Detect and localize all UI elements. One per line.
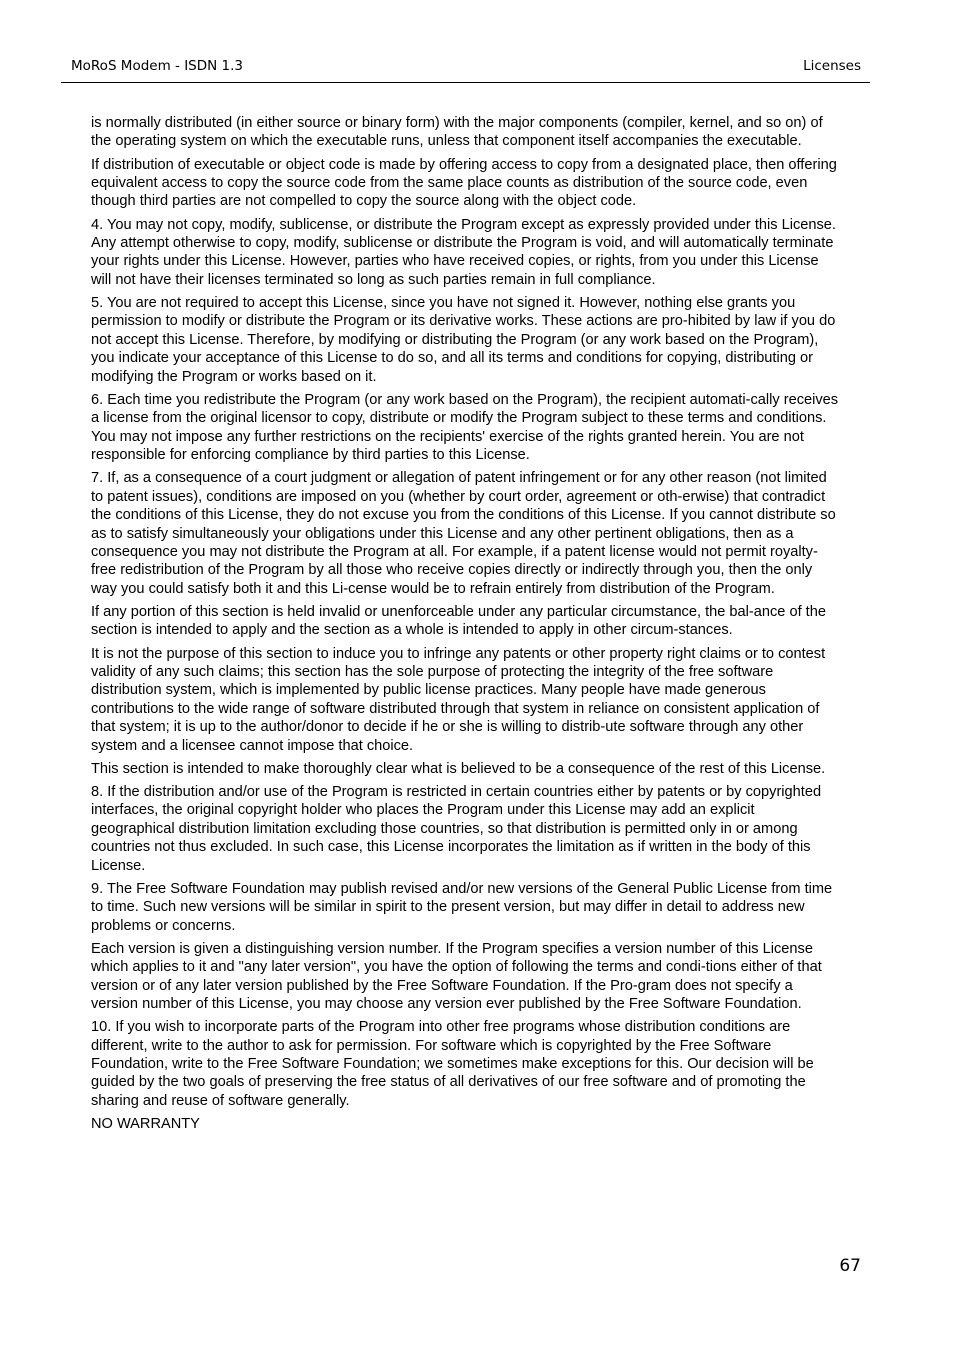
header-document-title: MoRoS Modem - ISDN 1.3 — [71, 58, 243, 74]
paragraph: 10. If you wish to incorporate parts of the Program into other free programs whose distribution conditions are different, write to the author to ask for permission. For software which is copyrighted by the Free Software Foundation, write to the Free Software Foundation; we sometimes make exceptions for this. Our decision will be guided by the two goals of preserving the free status of all derivatives of our free software and of promoting the sharing and reuse of software generally. — [91, 1019, 814, 1109]
section-heading-no-warranty: NO WARRANTY — [91, 1116, 200, 1133]
paragraph: This section is intended to make thoroughly clear what is believed to be a consequence of the rest of this License. — [91, 760, 826, 777]
paragraph: 7. If, as a consequence of a court judgment or allegation of patent infringement or for any other reason (not limited to patent issues), conditions are imposed on you (whether by court order, agreement or oth-erwise) that contradict the conditions of this License, they do not excuse you from the conditions of this License. If you cannot distribute so as to satisfy simultaneously your obligations under this License and any other pertinent obligations, then as a consequence you may not distribute the Program at all. For example, if a patent license would not permit royalty-free redistribution of the Program by all those who receive copies directly or indirectly through you, then the only way you could satisfy both it and this Li-cense would be to refrain entirely from distribution of the Program. — [91, 470, 836, 597]
paragraph: is normally distributed (in either source or binary form) with the major components (compiler, kernel, and so on) of the operating system on which the executable runs, unless that component itself accompanies the executable. — [91, 115, 823, 150]
paragraph: 8. If the distribution and/or use of the Program is restricted in certain countries either by patents or by copyrighted interfaces, the original copyright holder who places the Program under this License may add an explicit geographical distribution limitation excluding those countries, so that distribution is permitted only in or among countries not thus excluded. In such case, this License incorporates the limitation as if written in the body of this License. — [91, 783, 822, 874]
header-section-title: Licenses — [803, 58, 861, 74]
paragraph: 5. You are not required to accept this License, since you have not signed it. However, nothing else grants you permission to modify or distribute the Program or its derivative works. These actions are pro-hibited by law if you do not accept this License. Therefore, by modifying or distributing the Program (or any work based on the Program), you indicate your acceptance of this License to do so, and all its terms and conditions for copying, distributing or modifying the Program or works based on it. — [91, 295, 836, 385]
license-text — [91, 114, 839, 1138]
paragraph: Each version is given a distinguishing version number. If the Program specifies a version number of this License which applies to it and "any later version", you have the option of following the terms and condi-tions either of that version or of any later version published by the Free Software Foundation. If the Pro-gram does not specify a version number of this License, you may choose any version ever published by the Free Software Foundation. — [91, 940, 822, 1013]
paragraph: It is not the purpose of this section to induce you to infringe any patents or other property right claims or to contest validity of any such claims; this section has the sole purpose of protecting the integrity of the free software distribution system, which is implemented by public license practices. Many people have made generous contributions to the wide range of software distributed through that system in reliance on consistent application of that system; it is up to the author/donor to decide if he or she is willing to distrib-ute software through any other system and a licensee cannot impose that choice. — [91, 645, 826, 754]
paragraph: 6. Each time you redistribute the Program (or any work based on the Program), the recipient automati-cally receives a license from the original licensor to copy, distribute or modify the Program subject to these terms and conditions. You may not impose any further restrictions on the recipients' exercise of the rights granted herein. You are not responsible for enforcing compliance by third parties to this License. — [91, 391, 839, 464]
paragraph: 4. You may not copy, modify, sublicense, or distribute the Program except as expressly provided under this License. Any attempt otherwise to copy, modify, sublicense or distribute the Program is void, and will automatically terminate your rights under this License. However, parties who have received copies, or rights, from you under this License will not have their licenses terminated so long as such parties remain in full compliance. — [91, 216, 836, 288]
page-header — [61, 56, 870, 83]
paragraph: 9. The Free Software Foundation may publish revised and/or new versions of the General Public License from time to time. Such new versions will be similar in spirit to the present version, but may differ in detail to address new problems or concerns. — [91, 880, 833, 934]
page-number: 67 — [839, 1256, 861, 1276]
paragraph: If distribution of executable or object code is made by offering access to copy from a designated place, then offering equivalent access to copy the source code from the same place counts as distribution of the source code, even though third parties are not compelled to copy the source along with the object code. — [91, 156, 837, 210]
paragraph: If any portion of this section is held invalid or unenforceable under any particular circumstance, the bal-ance of the section is intended to apply and the section as a whole is intended to apply in other circum-stances. — [91, 603, 826, 639]
